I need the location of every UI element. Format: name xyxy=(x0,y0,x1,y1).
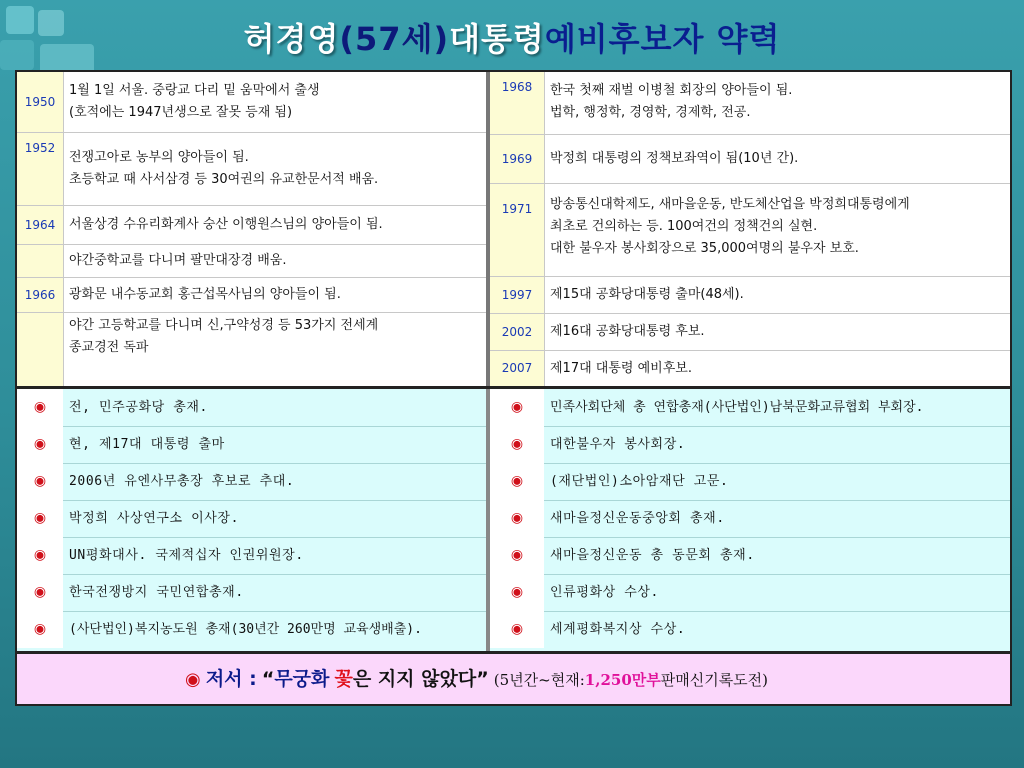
career-year: 2007 xyxy=(490,351,545,386)
career-row xyxy=(490,135,1010,184)
bullet-icon: ◉ xyxy=(490,574,544,611)
position-item xyxy=(490,611,1010,648)
career-year: 1971 xyxy=(490,184,545,276)
career-row xyxy=(17,72,488,133)
career-text xyxy=(69,245,484,277)
book-label: 저서 : xyxy=(205,668,257,690)
career-line: 제17대 대통령 예비후보. xyxy=(550,361,692,376)
career-section xyxy=(17,72,1010,389)
position-item xyxy=(490,389,1010,427)
bullet-icon: ◉ xyxy=(17,537,63,574)
position-text: (사단법인)복지농도원 총재(30년간 260만명 교육생배출). xyxy=(69,622,422,637)
career-text xyxy=(69,72,484,132)
position-text: 인류평화상 수상. xyxy=(550,585,659,600)
career-row xyxy=(17,278,488,313)
career-line: 종교경전 독파 xyxy=(69,340,149,355)
career-year: 1997 xyxy=(490,277,545,313)
book-title-part: 무궁화 xyxy=(274,668,330,690)
career-line: 1월 1일 서울. 중랑교 다리 밑 움막에서 출생 xyxy=(69,83,320,98)
career-row xyxy=(17,245,488,278)
profile-table xyxy=(15,70,1012,706)
position-text: 박정희 사상연구소 이사장. xyxy=(69,511,240,526)
position-text: 한국전쟁방지 국민연합총재. xyxy=(69,585,244,600)
bullet-icon: ◉ xyxy=(17,389,63,426)
title-name: 허경영 xyxy=(243,20,340,58)
position-item xyxy=(490,574,1010,612)
bullet-icon: ◉ xyxy=(490,611,544,648)
position-item xyxy=(17,463,488,501)
position-item xyxy=(490,463,1010,501)
position-text: (재단법인)소아암재단 고문. xyxy=(550,474,729,489)
position-item xyxy=(17,537,488,575)
position-item xyxy=(17,389,488,427)
book-footer xyxy=(17,654,1010,704)
slide-title xyxy=(0,14,1024,60)
career-text xyxy=(550,277,1006,313)
sales-note: (5년간~현재: xyxy=(493,671,585,689)
career-year xyxy=(17,313,64,386)
open-quote: “ xyxy=(261,668,275,690)
bullet-icon: ◉ xyxy=(185,669,201,690)
position-text: 새마을정신운동 총 동문회 총재. xyxy=(550,548,755,563)
positions-left-list xyxy=(17,389,488,651)
position-text: 전, 민주공화당 총재. xyxy=(69,400,208,415)
bullet-icon: ◉ xyxy=(490,389,544,426)
career-year: 1966 xyxy=(17,278,64,312)
career-line: 전쟁고아로 농부의 양아들이 됨. xyxy=(69,150,249,165)
position-item xyxy=(490,426,1010,464)
career-year: 1952 xyxy=(17,133,64,205)
career-row xyxy=(17,313,488,386)
bullet-icon: ◉ xyxy=(17,574,63,611)
career-text xyxy=(69,133,484,205)
career-line: 야간 고등학교를 다니며 신,구약성경 등 53가지 전세계 xyxy=(69,318,379,333)
position-text: 2006년 유엔사무총장 후보로 추대. xyxy=(69,474,295,489)
career-year: 1964 xyxy=(17,206,64,244)
bullet-icon: ◉ xyxy=(490,463,544,500)
career-line: 한국 첫째 재벌 이병철 회장의 양아들이 됨. xyxy=(550,83,793,98)
position-item xyxy=(17,426,488,464)
career-text xyxy=(550,351,1006,386)
position-text: UN평화대사. 국제적십자 인권위원장. xyxy=(69,548,304,563)
career-row xyxy=(490,314,1010,351)
positions-section xyxy=(17,389,1010,654)
career-line: 야간중학교를 다니며 팔만대장경 배움. xyxy=(69,253,287,268)
book-line xyxy=(185,654,768,704)
career-row xyxy=(490,184,1010,277)
bullet-icon: ◉ xyxy=(17,426,63,463)
career-row xyxy=(17,133,488,206)
career-year xyxy=(17,245,64,277)
career-year: 1950 xyxy=(17,72,64,132)
career-text xyxy=(550,72,1006,134)
career-line: 제15대 공화당대통령 출마(48세). xyxy=(550,287,744,302)
position-text: 현, 제17대 대통령 출마 xyxy=(69,437,225,452)
bullet-icon: ◉ xyxy=(490,426,544,463)
sales-note: 판매신기록도전) xyxy=(660,671,769,689)
career-left-column xyxy=(17,72,488,386)
title-age: (57세) xyxy=(339,20,450,58)
career-line: 법학, 행정학, 경영학, 경제학, 전공. xyxy=(550,105,751,120)
title-candidate: 예비후보자 약력 xyxy=(544,20,781,58)
career-text xyxy=(550,135,1006,183)
career-year: 2002 xyxy=(490,314,545,350)
bullet-icon: ◉ xyxy=(17,463,63,500)
position-text: 대한불우자 봉사회장. xyxy=(550,437,686,452)
book-title-part: 꽃 xyxy=(334,668,353,690)
career-text xyxy=(69,313,484,386)
position-text: 새마을정신운동중앙회 총재. xyxy=(550,511,725,526)
career-line: 대한 불우자 봉사회장으로 35,000여명의 불우자 보호. xyxy=(550,241,859,256)
career-line: 박정희 대통령의 정책보좌역이 됨(10년 간). xyxy=(550,151,799,166)
career-year: 1969 xyxy=(490,135,545,183)
career-row xyxy=(17,206,488,245)
position-item xyxy=(17,574,488,612)
career-row xyxy=(490,72,1010,135)
career-year: 1968 xyxy=(490,72,545,134)
career-text xyxy=(550,314,1006,350)
position-item xyxy=(17,500,488,538)
career-text xyxy=(69,278,484,312)
career-line: 방송통신대학제도, 새마을운동, 반도체산업을 박정희대통령에게 xyxy=(550,197,910,212)
career-row xyxy=(490,351,1010,386)
career-line: 제16대 공화당대통령 후보. xyxy=(550,324,705,339)
career-row xyxy=(490,277,1010,314)
career-line: 광화문 내수동교회 홍근섭목사님의 양아들이 됨. xyxy=(69,287,341,302)
career-line: (호적에는 1947년생으로 잘못 등재 됨) xyxy=(69,105,293,120)
bullet-icon: ◉ xyxy=(490,500,544,537)
bullet-icon: ◉ xyxy=(17,611,63,648)
close-quote: ” xyxy=(476,668,489,690)
position-item xyxy=(490,537,1010,575)
bullet-icon: ◉ xyxy=(490,537,544,574)
career-right-column xyxy=(490,72,1010,386)
position-item xyxy=(17,611,488,648)
bullet-icon: ◉ xyxy=(17,500,63,537)
book-title-part: 은 지지 않았다 xyxy=(352,668,477,690)
career-text xyxy=(550,184,1006,276)
career-line: 최초로 건의하는 등. 100여건의 정책건의 실현. xyxy=(550,219,818,234)
career-line: 서울상경 수유리화계사 숭산 이행원스님의 양아들이 됨. xyxy=(69,217,383,232)
positions-right-list xyxy=(490,389,1010,651)
career-text xyxy=(69,206,484,244)
position-text: 민족사회단체 총 연합총재(사단법인)남북문화교류협회 부회장. xyxy=(550,400,924,415)
title-president: 대통령 xyxy=(449,20,545,58)
position-text: 세계평화복지상 수상. xyxy=(550,622,686,637)
sales-count: 1,250만부 xyxy=(584,671,661,689)
career-line: 초등학교 때 사서삼경 등 30여권의 유교한문서적 배움. xyxy=(69,172,379,187)
position-item xyxy=(490,500,1010,538)
